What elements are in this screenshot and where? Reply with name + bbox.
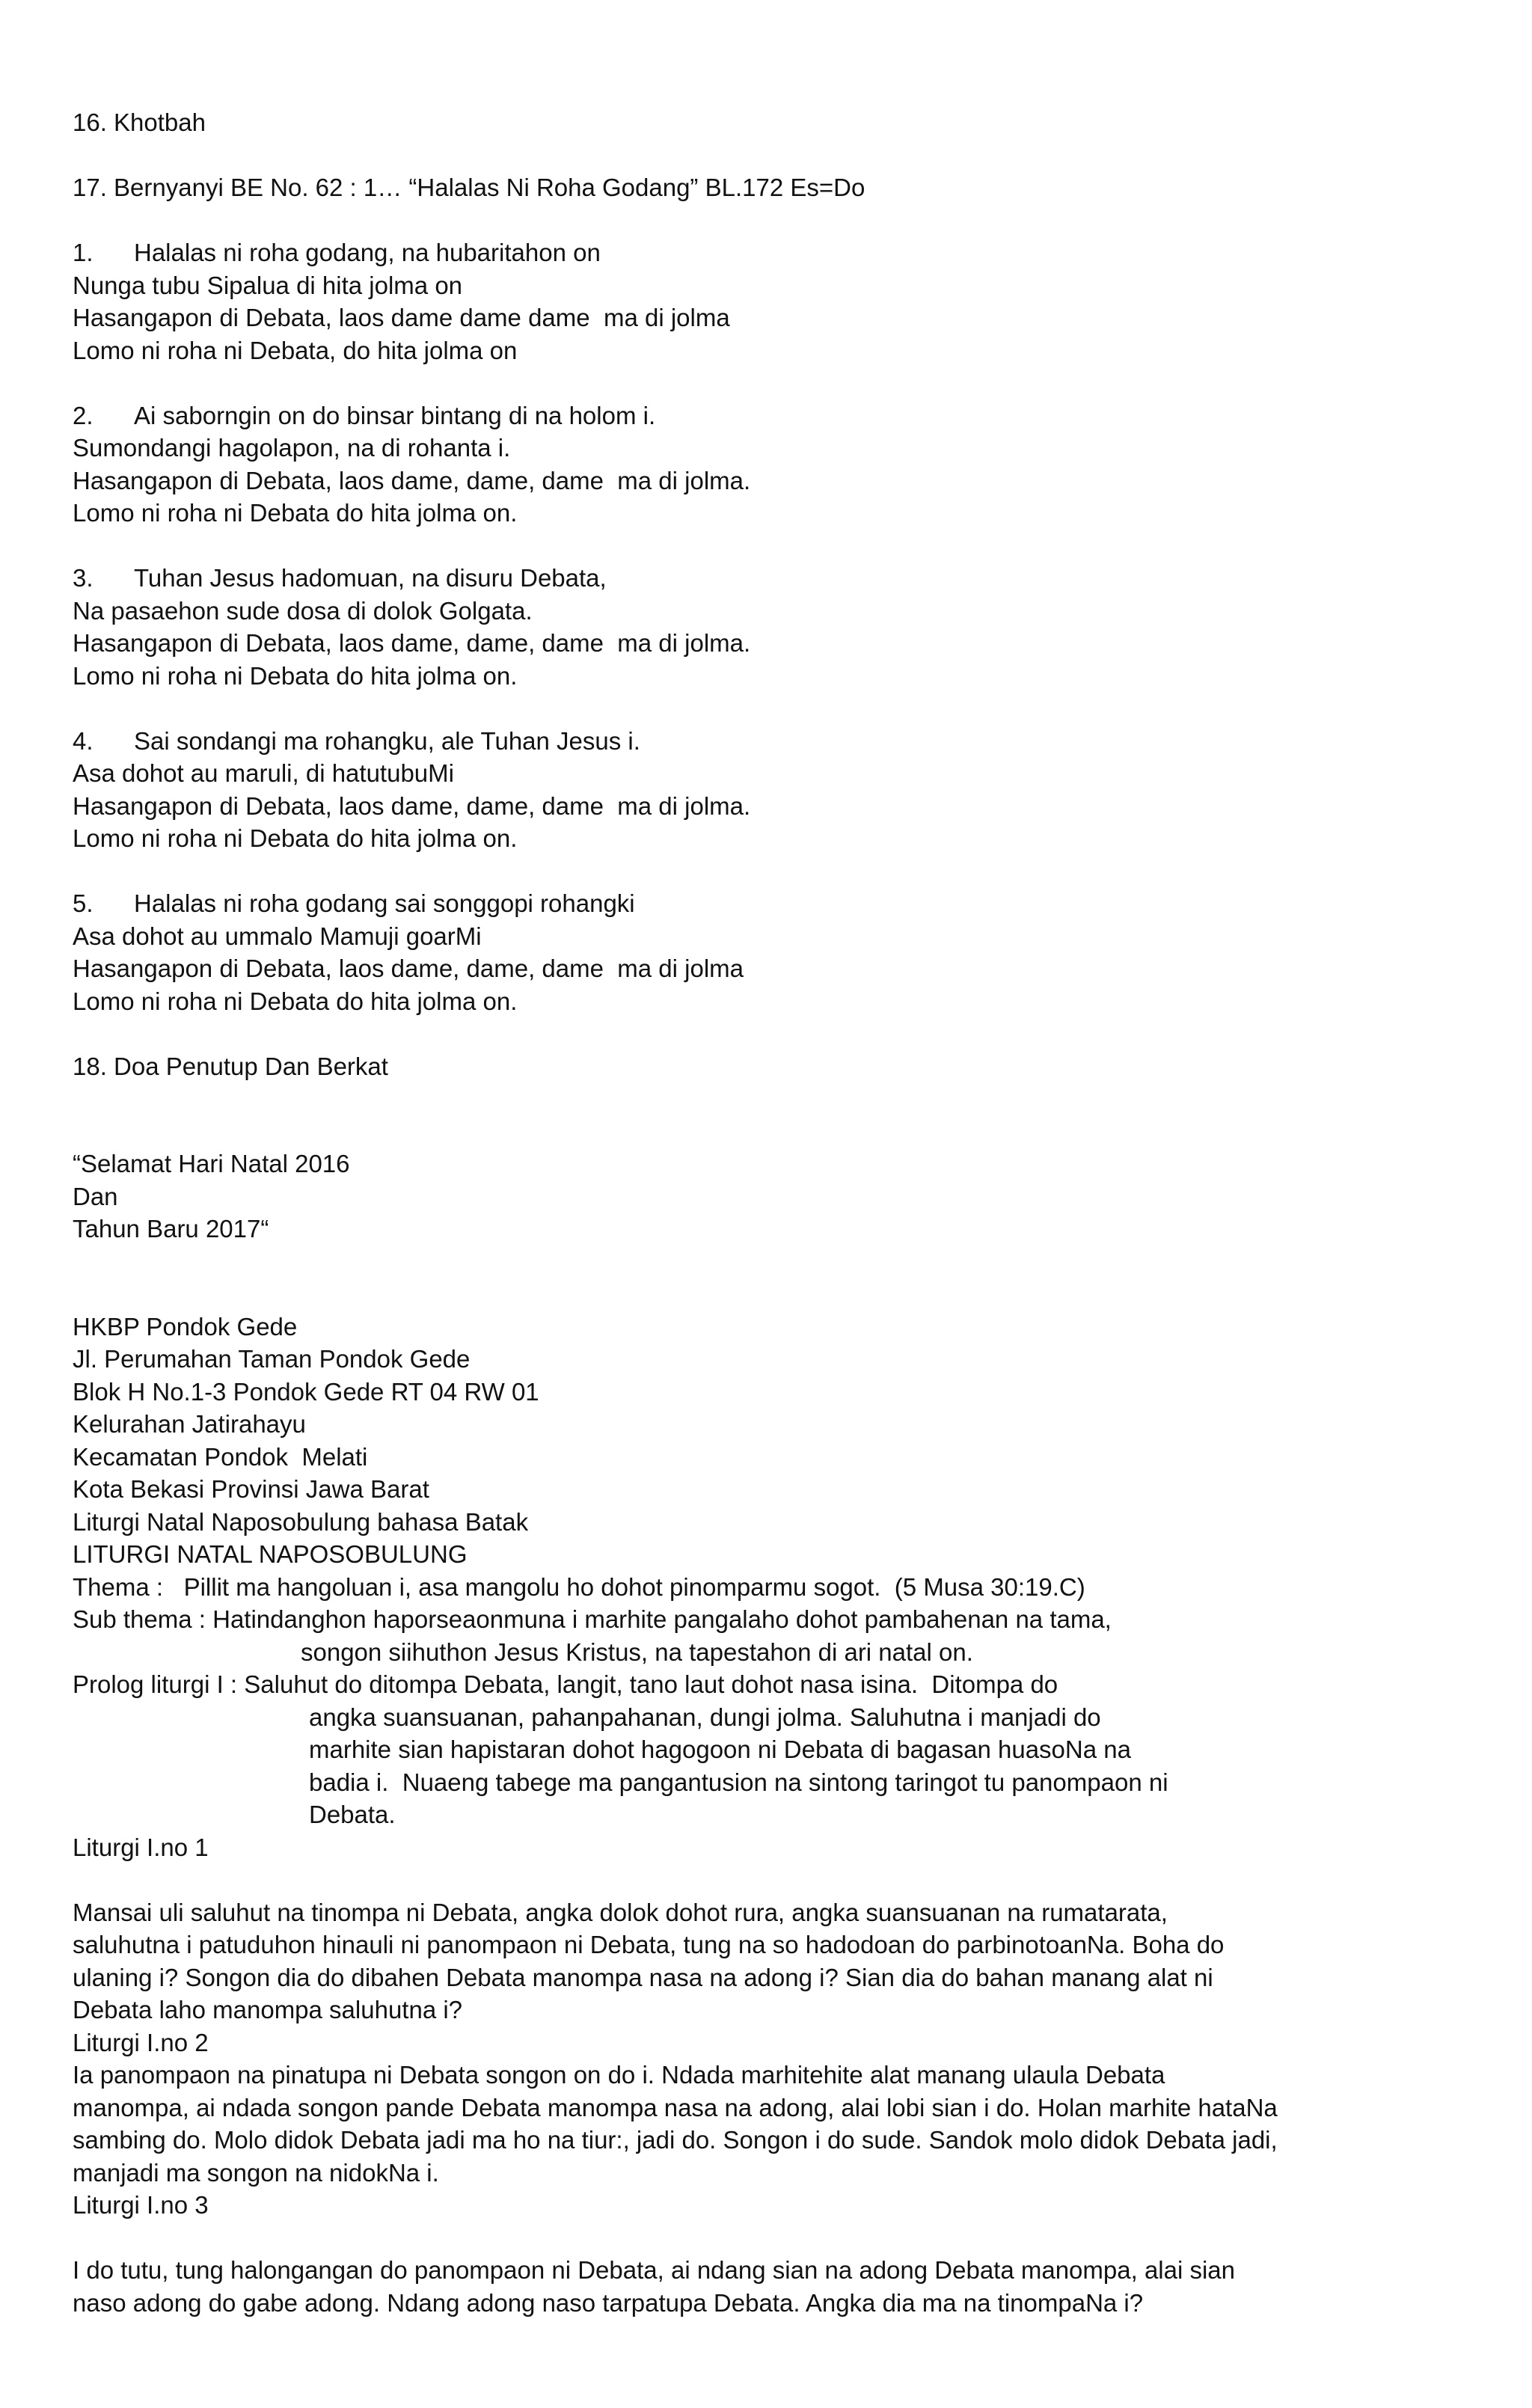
theme-label: Thema : <box>73 1572 164 1601</box>
greeting <box>73 1148 1479 1246</box>
church-name: HKBP Pondok Gede <box>73 1312 298 1341</box>
verse-line: Halalas ni roha godang, na hubaritahon on <box>134 239 601 266</box>
verse-line: Lomo ni roha ni Debata do hita jolma on. <box>73 661 518 690</box>
prolog <box>73 1668 1479 1831</box>
subtheme-text: Hatindanghon haporseaonmuna i marhite pangalaho dohot pambahenan na tama, <box>212 1605 1112 1633</box>
subtheme-text: songon siihuthon Jesus Kristus, na tapestahon di ari natal on. <box>301 1637 973 1666</box>
hymn-verse-3 <box>73 562 1479 692</box>
verse-number: 4. <box>73 726 94 755</box>
church-block: Blok H No.1-3 Pondok Gede RT 04 RW 01 <box>73 1377 539 1406</box>
paragraph-line: manjadi ma songon na nidokNa i. <box>73 2158 439 2187</box>
church-street: Jl. Perumahan Taman Pondok Gede <box>73 1345 471 1373</box>
prolog-text: marhite sian hapistaran dohot hagogoon ni Debata di bagasan huasoNa na <box>309 1735 1131 1763</box>
liturgy-paragraph-1 <box>73 1896 1479 2026</box>
liturgy-label-1: Liturgi I.no 1 <box>73 1833 209 1861</box>
verse-number: 5. <box>73 889 94 917</box>
verse-number: 3. <box>73 564 94 592</box>
hymn-verse-5 <box>73 887 1479 1017</box>
verse-line: Ai saborngin on do binsar bintang di na holom i. <box>134 401 656 429</box>
verse-line: Tuhan Jesus hadomuan, na disuru Debata, <box>134 564 607 592</box>
verse-line: Na pasaehon sude dosa di dolok Golgata. <box>73 596 533 625</box>
greeting-line: Dan <box>73 1182 118 1210</box>
prolog-text: Saluhut do ditompa Debata, langit, tano laut dohot nasa isina. Ditompa do <box>244 1670 1058 1698</box>
verse-number: 1. <box>73 239 94 266</box>
theme <box>73 1571 1479 1604</box>
verse-line: Halalas ni roha godang sai songgopi rohangki <box>134 889 635 917</box>
prolog-text: Debata. <box>309 1801 396 1828</box>
verse-line: Hasangapon di Debata, laos dame, dame, dame ma di jolma. <box>73 629 751 657</box>
paragraph-line: I do tutu, tung halongangan do panompaon ni Debata, ai ndang sian na adong Debata manompa, alai sian <box>73 2256 1236 2284</box>
document-title: Liturgi Natal Naposobulung bahasa Batak <box>73 1507 529 1536</box>
verse-line: Asa dohot au maruli, di hatutubuMi <box>73 759 454 787</box>
prolog-text: badia i. Nuaeng tabege ma pangantusion na sintong taringot tu panompaon ni <box>309 1768 1168 1796</box>
verse-line: Hasangapon di Debata, laos dame, dame, dame ma di jolma. <box>73 791 751 820</box>
verse-line: Hasangapon di Debata, laos dame dame dame ma di jolma <box>73 304 730 331</box>
verse-line: Lomo ni roha ni Debata do hita jolma on. <box>73 499 518 527</box>
paragraph-line: Debata laho manompa saluhutna i? <box>73 1996 463 2023</box>
church-kelurahan: Kelurahan Jatirahayu <box>73 1410 306 1438</box>
paragraph-line: sambing do. Molo didok Debata jadi ma ho na tiur:, jadi do. Songon i do sude. Sandok molo didok Debata jadi, <box>73 2126 1278 2154</box>
document-heading: LITURGI NATAL NAPOSOBULUNG <box>73 1540 468 1568</box>
theme-text: Pillit ma hangoluan i, asa mangolu ho dohot pinomparmu sogot. (5 Musa 30:19.C) <box>183 1572 1085 1601</box>
paragraph-line: saluhutna i patuduhon hinauli ni panompaon ni Debata, tung na so hadodoan do parbinotoanNa. Boha do <box>73 1931 1225 1958</box>
church-info <box>73 1311 1479 1571</box>
greeting-line: “Selamat Hari Natal 2016 <box>73 1150 350 1177</box>
hymn-verse-1 <box>73 236 1479 367</box>
greeting-line: Tahun Baru 2017“ <box>73 1215 269 1243</box>
subtheme <box>73 1603 1479 1668</box>
hymn-verse-2 <box>73 399 1479 530</box>
verse-line: Lomo ni roha ni Debata, do hita jolma on <box>73 336 518 364</box>
verse-number: 2. <box>73 401 94 429</box>
paragraph-line: manompa, ai ndada songon pande Debata manompa nasa na adong, alai lobi sian i do. Holan marhite hataNa <box>73 2093 1278 2121</box>
section-18: 18. Doa Penutup Dan Berkat <box>73 1052 388 1080</box>
verse-line: Asa dohot au ummalo Mamuji goarMi <box>73 922 482 950</box>
liturgy-label-3: Liturgi I.no 3 <box>73 2191 209 2219</box>
paragraph-line: ulaning i? Songon dia do dibahen Debata manompa nasa na adong i? Sian dia do bahan manang alat ni <box>73 1963 1213 1991</box>
section-16: 16. Khotbah <box>73 108 206 136</box>
paragraph-line: naso adong do gabe adong. Ndang adong naso tarpatupa Debata. Angka dia ma na tinompaNa i? <box>73 2288 1144 2317</box>
document-page <box>73 106 1479 2319</box>
section-17: 17. Bernyanyi BE No. 62 : 1… “Halalas Ni Roha Godang” BL.172 Es=Do <box>73 174 865 201</box>
paragraph-line: Mansai uli saluhut na tinompa ni Debata, angka dolok dohot rura, angka suansuanan na rumatarata, <box>73 1898 1168 1926</box>
verse-line: Hasangapon di Debata, laos dame, dame, dame ma di jolma. <box>73 466 751 494</box>
paragraph-line: Ia panompaon na pinatupa ni Debata songon on do i. Ndada marhitehite alat manang ulaula Debata <box>73 2061 1165 2089</box>
subtheme-label: Sub thema : <box>73 1605 206 1633</box>
verse-line: Sumondangi hagolapon, na di rohanta i. <box>73 434 511 462</box>
verse-line: Hasangapon di Debata, laos dame, dame, dame ma di jolma <box>73 955 744 982</box>
prolog-text: angka suansuanan, pahanpahanan, dungi jolma. Saluhutna i manjadi do <box>309 1703 1101 1731</box>
verse-line: Nunga tubu Sipalua di hita jolma on <box>73 271 463 299</box>
church-kecamatan: Kecamatan Pondok Melati <box>73 1442 368 1471</box>
liturgy-paragraph-2 <box>73 2059 1479 2189</box>
church-city: Kota Bekasi Provinsi Jawa Barat <box>73 1475 429 1503</box>
liturgy-label-2: Liturgi I.no 2 <box>73 2028 209 2056</box>
hymn-verse-4 <box>73 725 1479 855</box>
verse-line: Sai sondangi ma rohangku, ale Tuhan Jesus i. <box>134 726 640 755</box>
liturgy-paragraph-3 <box>73 2254 1479 2319</box>
prolog-label: Prolog liturgi I : <box>73 1670 238 1698</box>
verse-line: Lomo ni roha ni Debata do hita jolma on. <box>73 824 518 852</box>
verse-line: Lomo ni roha ni Debata do hita jolma on. <box>73 987 518 1015</box>
